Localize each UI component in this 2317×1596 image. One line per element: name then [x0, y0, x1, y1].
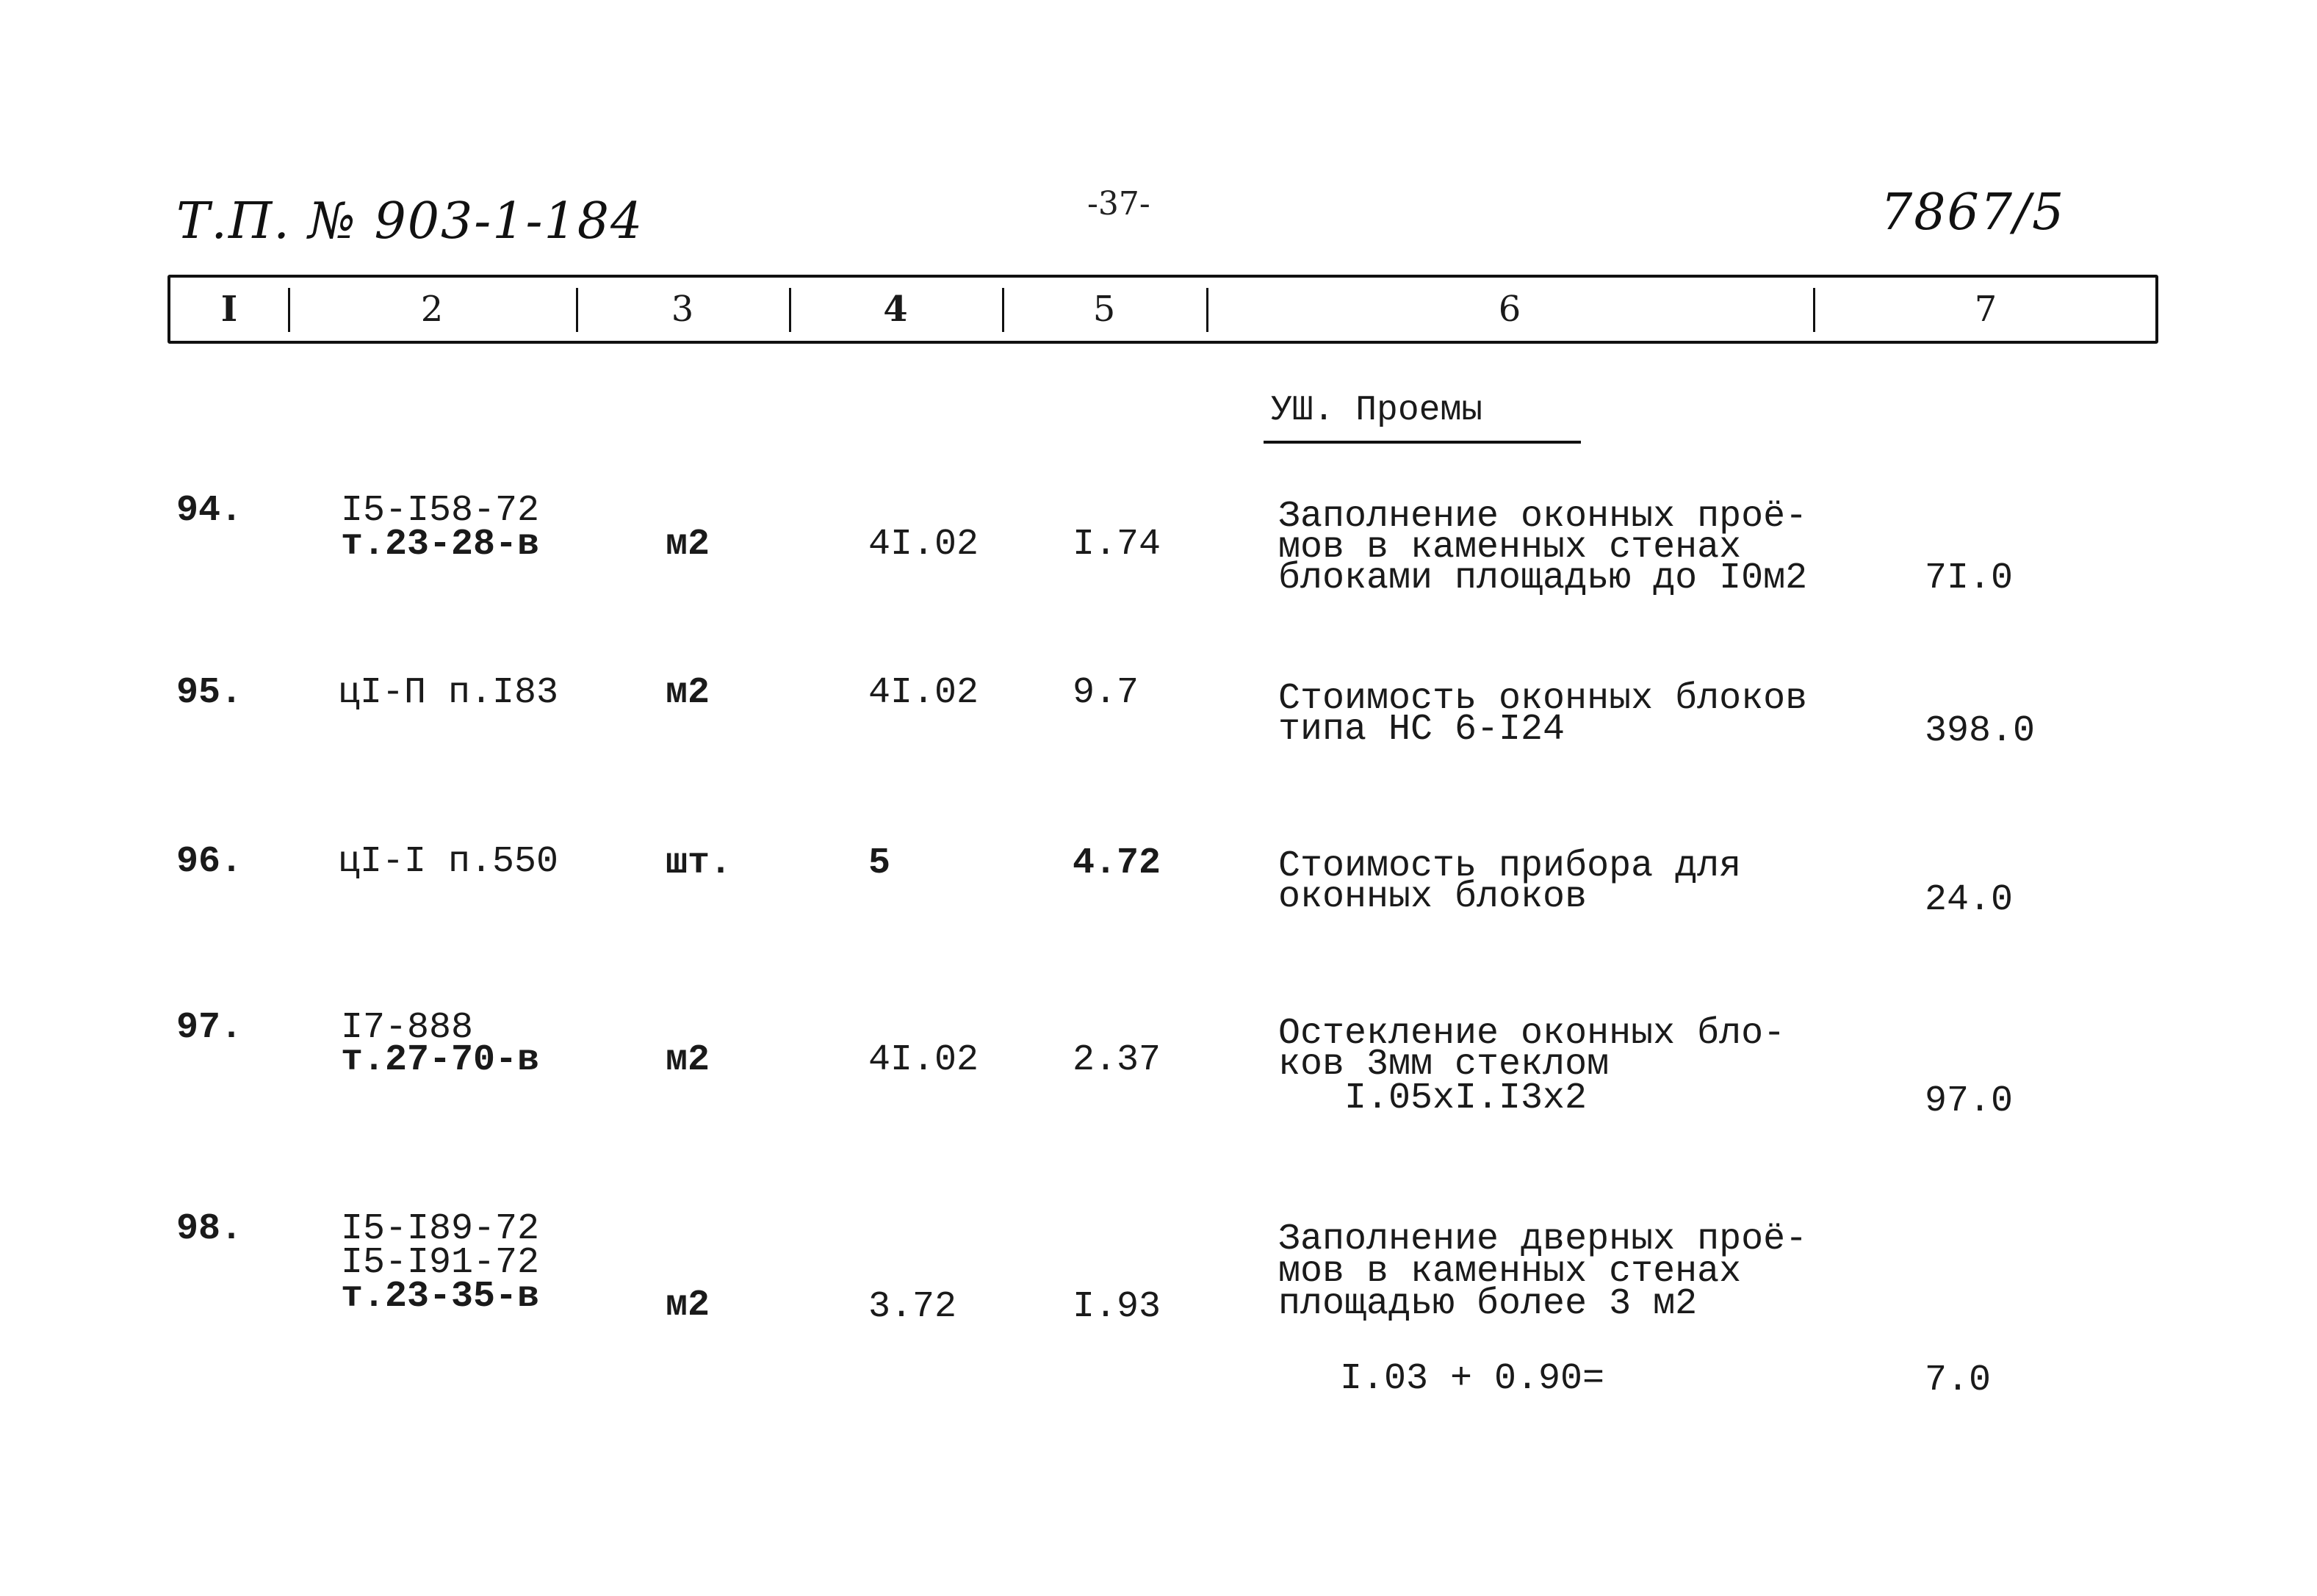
- norm-reference-line: цI-П п.I83: [338, 672, 559, 714]
- quantity: 4I.02: [868, 524, 979, 566]
- row-number: 94.: [176, 490, 243, 532]
- quantity: 5: [868, 842, 891, 884]
- norm-reference-line: I5-I89-72: [341, 1208, 540, 1250]
- total-cost: 398.0: [1925, 710, 2036, 752]
- quantity: 4I.02: [868, 672, 979, 714]
- unit: м2: [666, 672, 710, 714]
- quantity: 3.72: [868, 1286, 957, 1328]
- total-cost: 97.0: [1925, 1080, 2014, 1122]
- row-number: 96.: [176, 841, 243, 883]
- quantity: 4I.02: [868, 1039, 979, 1081]
- description-line: мов в каменных стенах: [1278, 527, 1742, 568]
- unit-price: 9.7: [1073, 672, 1139, 714]
- column-header-1: I: [220, 289, 238, 330]
- total-cost: 7.0: [1925, 1360, 1992, 1401]
- row-number: 97.: [176, 1007, 243, 1049]
- column-header-2: 2: [420, 289, 444, 330]
- archive-number: 7867/5: [1881, 184, 2066, 242]
- column-header-6: 6: [1498, 289, 1521, 330]
- description-line: Стоимость оконных блоков: [1278, 678, 1808, 720]
- description-line: Заполнение дверных проё-: [1278, 1218, 1808, 1260]
- unit: м2: [666, 1285, 710, 1326]
- unit: шт.: [666, 842, 732, 884]
- unit-price: 4.72: [1073, 842, 1161, 884]
- norm-reference-line: I5-I91-72: [341, 1242, 540, 1284]
- description-line: Стоимость прибора для: [1278, 845, 1742, 887]
- norm-reference-line: т.27-70-в: [341, 1039, 540, 1081]
- norm-reference-line: I7-888: [341, 1007, 474, 1049]
- section-title: УШ. Проемы: [1271, 391, 1483, 430]
- total-cost: 7I.0: [1925, 557, 2014, 599]
- column-header-4: 4: [883, 289, 908, 330]
- unit: м2: [666, 1039, 710, 1081]
- page-number: -37-: [1087, 185, 1150, 223]
- unit-price: 2.37: [1073, 1039, 1161, 1081]
- row-number: 95.: [176, 672, 243, 714]
- description-line: ков 3мм стеклом: [1278, 1044, 1610, 1086]
- description-line: мов в каменных стенах: [1278, 1251, 1742, 1293]
- unit: м2: [666, 524, 710, 566]
- description-line: типа НС 6-I24: [1278, 709, 1565, 751]
- description-line: I.05xI.I3x2: [1300, 1077, 1588, 1119]
- calculation-formula: I.03 + 0.90=: [1340, 1358, 1605, 1400]
- description-line: Остекление оконных бло-: [1278, 1013, 1786, 1055]
- norm-reference-line: цI-I п.550: [338, 841, 559, 883]
- column-header-3: 3: [671, 289, 694, 330]
- project-reference: Т.П. № 903-1-184: [176, 192, 644, 250]
- row-number: 98.: [176, 1208, 243, 1250]
- unit-price: I.93: [1073, 1286, 1161, 1328]
- column-header-row: [167, 275, 2158, 344]
- column-header-7: 7: [1974, 289, 1997, 330]
- description-line: блоками площадью до I0м2: [1278, 557, 1808, 599]
- total-cost: 24.0: [1925, 879, 2014, 921]
- norm-reference-line: I5-I58-72: [341, 490, 540, 532]
- description-line: площадью более 3 м2: [1278, 1283, 1698, 1325]
- unit-price: I.74: [1073, 524, 1161, 566]
- section-title-underline: [1264, 441, 1581, 444]
- norm-reference-line: т.23-28-в: [341, 524, 540, 566]
- column-header-5: 5: [1092, 289, 1116, 330]
- norm-reference-line: т.23-35-в: [341, 1276, 540, 1318]
- description-line: оконных блоков: [1278, 876, 1588, 918]
- description-line: Заполнение оконных проё-: [1278, 496, 1808, 538]
